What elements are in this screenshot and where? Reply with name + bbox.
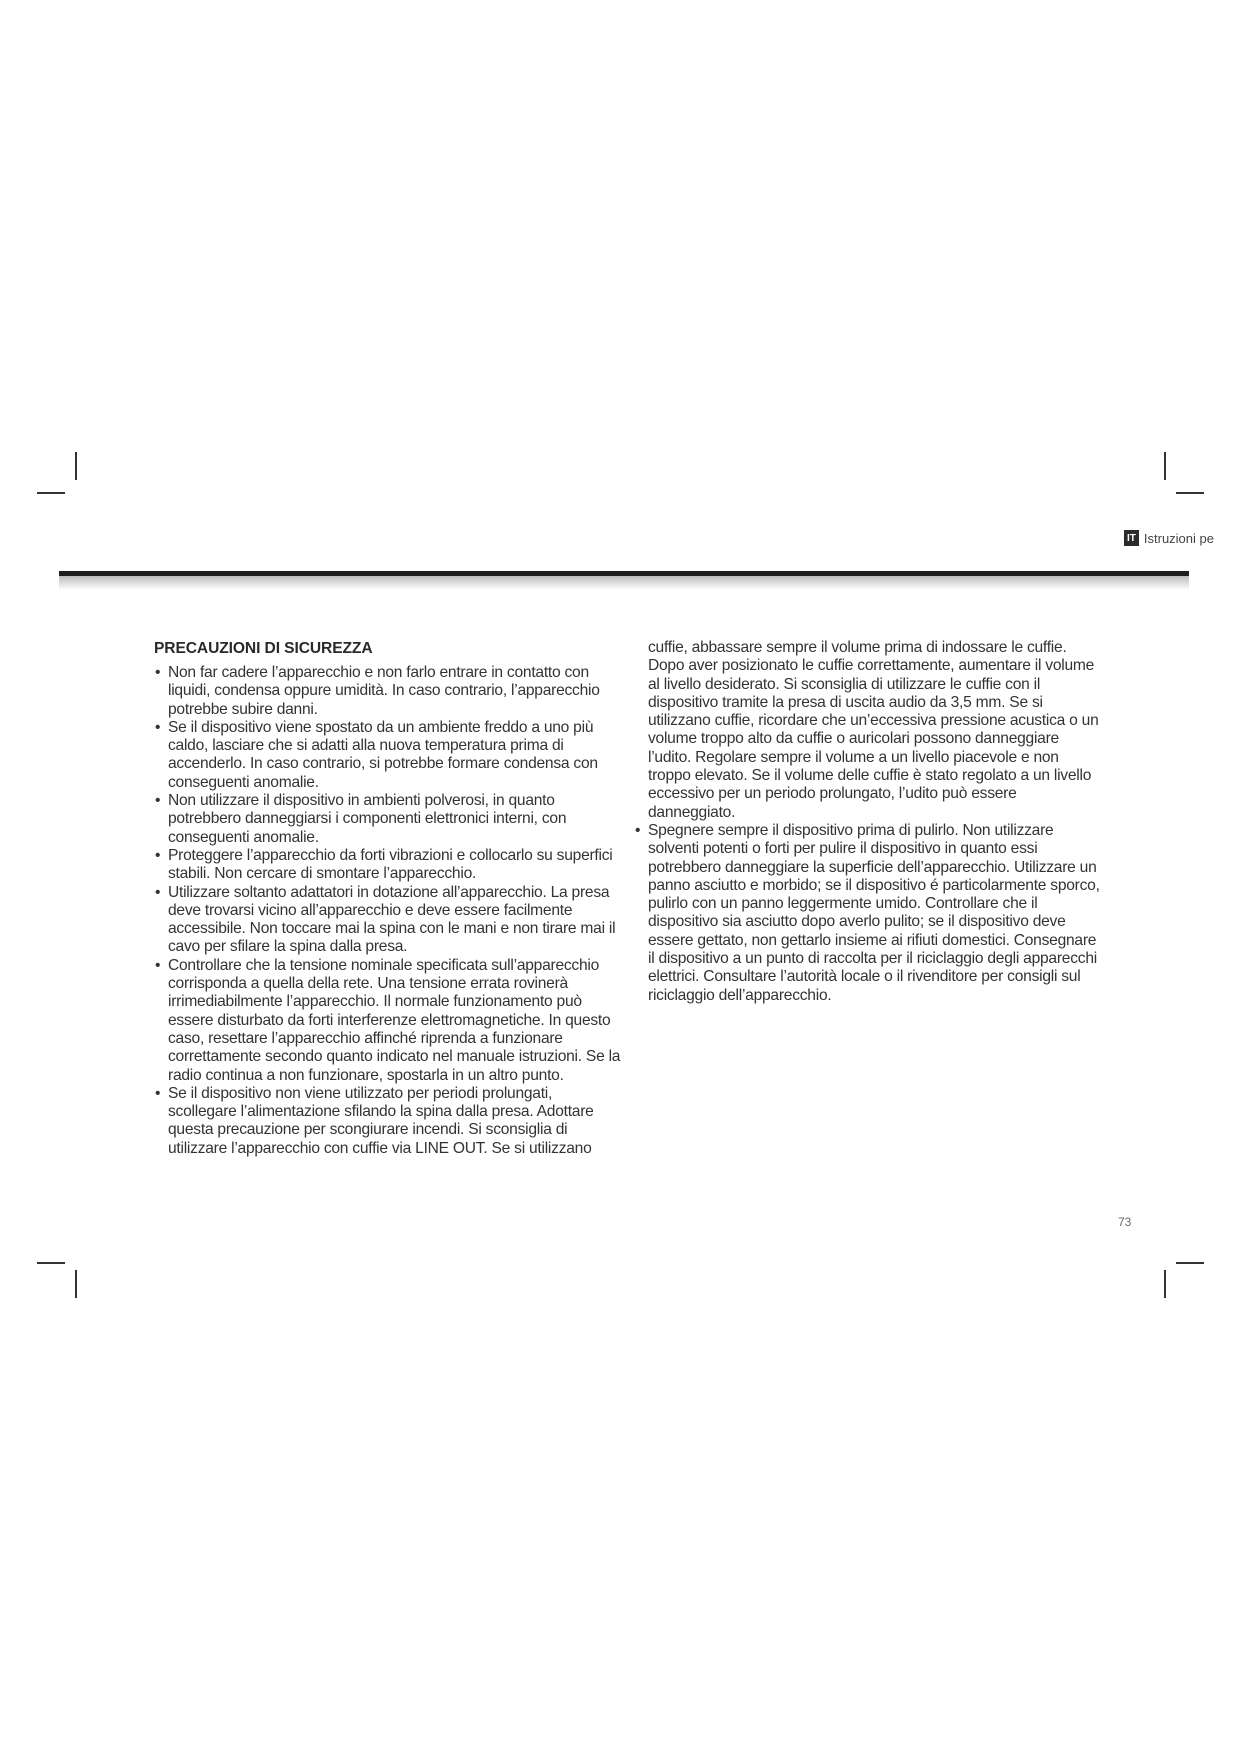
page-header-label: [1124, 530, 1214, 546]
crop-mark-bottom-right-vertical: [1164, 1270, 1166, 1298]
list-item: • Utilizzare soltanto adattatori in dotazione all’apparecchio. La presa deve trovarsi vicino all’apparecchio e deve essere facilmente accessibile. Non toccare mai la spina con le mani e non tirare mai il cavo per sfilare la spina dalla presa.: [154, 884, 624, 957]
crop-mark-top-left-vertical: [75, 452, 77, 480]
language-badge: IT: [1124, 530, 1139, 546]
safety-list-right: [634, 822, 1100, 1005]
header-rule-shadow: [59, 576, 1189, 590]
page-number: 73: [1118, 1215, 1132, 1229]
crop-mark-top-right-horizontal: [1176, 492, 1204, 494]
list-item: • Spegnere sempre il dispositivo prima di pulirlo. Non utilizzare solventi potenti o forti per pulire il dispositivo in quanto essi potrebbero danneggiare la superficie dell’apparecchio. Utilizzare un panno asciutto e morbido; se il dispositivo é particolarmente sporco, pulirlo con un panno leggermente umido. Controllare che il dispositivo sia asciutto dopo averlo pulito; se il dispositivo deve essere gettato, non gettarlo insieme ai rifiuti domestici. Consegnare il dispositivo a un punto di raccolta per il riciclaggio degli apparecchi elettrici. Consultare l’autorità locale o il rivenditore per consigli sul riciclaggio dell’apparecchio.: [634, 822, 1100, 1005]
crop-mark-bottom-left-horizontal: [37, 1262, 65, 1264]
list-item: • Se il dispositivo viene spostato da un ambiente freddo a uno più caldo, lasciare che si adatti alla nuova temperatura prima di accenderlo. In caso contrario, si potrebbe formare condensa con conseguenti anomalie.: [154, 719, 624, 792]
header-title: Istruzioni pe: [1143, 530, 1214, 546]
list-item: • Controllare che la tensione nominale specificata sull’apparecchio corrisponda a quella della rete. Una tensione errata rovinerà irrimediabilmente l’apparecchio. Il normale funzionamento può essere disturbato da forti interferenze elettromagnetiche. In questo caso, resettare l’apparecchio affinché riprenda a funzionare correttamente secondo quanto indicato nel manuale istruzioni. Se la radio continua a non funzionare, spostarla in un altro punto.: [154, 957, 624, 1085]
list-item: • Se il dispositivo non viene utilizzato per periodi prolungati, scollegare l’alimentazione sfilando la spina dalla presa. Adottare questa precauzione per scongiurare incendi. Si sconsiglia di utilizzare l’apparecchio con cuffie via LINE OUT. Se si utilizzano: [154, 1085, 624, 1158]
crop-mark-bottom-left-vertical: [75, 1270, 77, 1298]
right-column: [634, 639, 1100, 1005]
crop-mark-top-left-horizontal: [37, 492, 65, 494]
continued-paragraph: cuffie, abbassare sempre il volume prima di indossare le cuffie. Dopo aver posizionato le cuffie correttamente, aumentare il volume al livello desiderato. Si sconsiglia di utilizzare le cuffie con il dispositivo tramite la presa di uscita audio da 3,5 mm. Se si utilizzano cuffie, ricordare che un’eccessiva pressione acustica o un volume troppo alto da cuffie o auricolari possono danneggiare l’udito. Regolare sempre il volume a un livello piacevole e non troppo elevato. Se il volume delle cuffie è stato regolato a un livello eccessivo per un periodo prolungato, l’udito può essere danneggiato.: [648, 639, 1099, 821]
safety-list-left: [154, 664, 624, 1158]
left-column: [154, 639, 624, 1158]
list-item: • Non utilizzare il dispositivo in ambienti polverosi, in quanto potrebbero danneggiarsi i componenti elettronici interni, con conseguenti anomalie.: [154, 792, 624, 847]
list-item: • Proteggere l’apparecchio da forti vibrazioni e collocarlo su superfici stabili. Non cercare di smontare l’apparecchio.: [154, 847, 624, 884]
crop-mark-bottom-right-horizontal: [1176, 1262, 1204, 1264]
list-item: • Non far cadere l’apparecchio e non farlo entrare in contatto con liquidi, condensa oppure umidità. In caso contrario, l’apparecchio potrebbe subire danni.: [154, 664, 624, 719]
crop-mark-top-right-vertical: [1164, 452, 1166, 480]
section-title: PRECAUZIONI DI SICUREZZA: [154, 640, 373, 657]
